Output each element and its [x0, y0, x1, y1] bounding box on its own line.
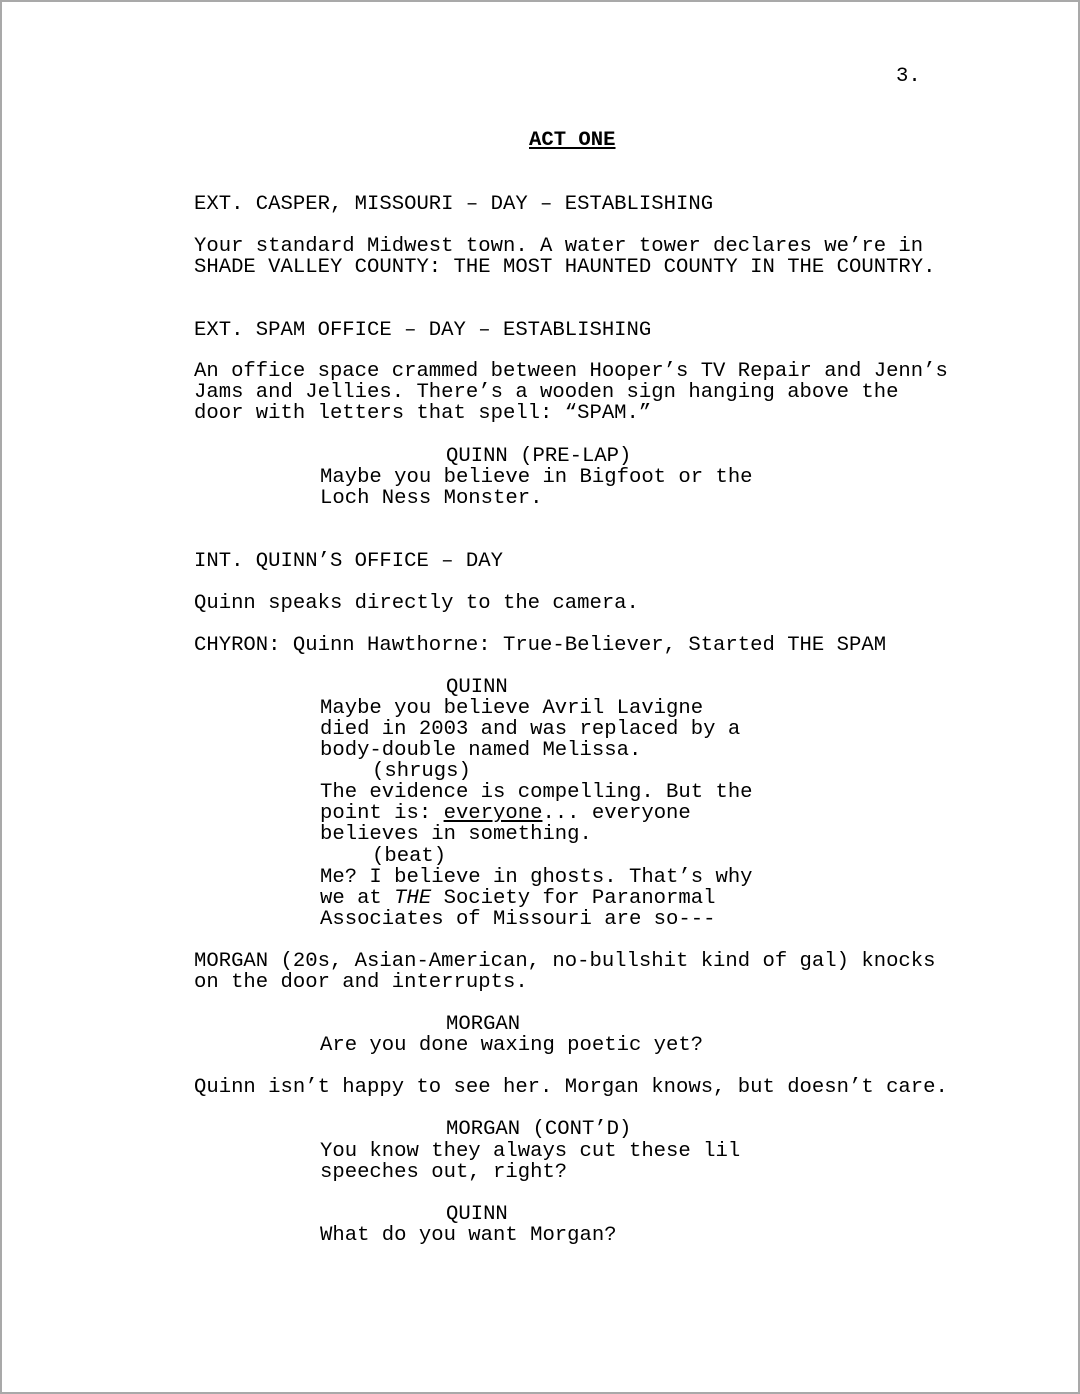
action-line: Jams and Jellies. There’s a wooden sign hanging above the [194, 381, 899, 404]
action-line: door with letters that spell: “SPAM.” [194, 402, 652, 425]
character-cue: QUINN (PRE-LAP) [446, 445, 632, 468]
action-line: on the door and interrupts. [194, 971, 528, 994]
action-line: SHADE VALLEY COUNTY: THE MOST HAUNTED COUNTY IN THE COUNTRY. [194, 256, 936, 279]
chyron-line: CHYRON: Quinn Hawthorne: True-Believer, Started THE SPAM [194, 634, 887, 657]
dialogue-text: we at [320, 887, 395, 910]
dialogue-line: Me? I believe in ghosts. That’s why [320, 866, 753, 889]
dialogue-line: The evidence is compelling. But the [320, 781, 753, 804]
dialogue-text: point is: [320, 802, 444, 825]
act-title: ACT ONE [529, 129, 616, 152]
action-line: Your standard Midwest town. A water tower declares we’re in [194, 235, 924, 258]
action-line: MORGAN (20s, Asian-American, no-bullshit kind of gal) knocks [194, 950, 936, 973]
character-cue: QUINN [446, 1203, 508, 1226]
action-line: An office space crammed between Hooper’s TV Repair and Jenn’s [194, 360, 948, 383]
parenthetical: (shrugs) [372, 760, 471, 783]
dialogue-line: believes in something. [320, 823, 592, 846]
dialogue-line: died in 2003 and was replaced by a [320, 718, 741, 741]
dialogue-line: What do you want Morgan? [320, 1224, 617, 1247]
scene-heading: EXT. CASPER, MISSOURI – DAY – ESTABLISHING [194, 193, 714, 216]
emphasized-word: THE [394, 887, 432, 910]
dialogue-line: Loch Ness Monster. [320, 487, 543, 510]
dialogue-line [320, 888, 715, 909]
dialogue-text: Society for Paranormal [431, 887, 716, 910]
dialogue-line: Maybe you believe in Bigfoot or the [320, 466, 753, 489]
emphasized-word: everyone [443, 802, 543, 825]
dialogue-text: ... everyone [542, 802, 691, 825]
scene-heading: EXT. SPAM OFFICE – DAY – ESTABLISHING [194, 319, 652, 342]
scene-heading: INT. QUINN’S OFFICE – DAY [194, 550, 503, 573]
character-cue: MORGAN (CONT’D) [446, 1118, 632, 1141]
dialogue-line: speeches out, right? [320, 1161, 568, 1184]
dialogue-line: body-double named Melissa. [320, 739, 642, 762]
parenthetical: (beat) [372, 845, 447, 868]
action-line: Quinn speaks directly to the camera. [194, 592, 639, 615]
dialogue-line: You know they always cut these lil [320, 1140, 741, 1163]
dialogue-line: Associates of Missouri are so--- [320, 908, 716, 931]
action-line: Quinn isn’t happy to see her. Morgan knows, but doesn’t care. [194, 1076, 948, 1099]
dialogue-line: Maybe you believe Avril Lavigne [320, 697, 704, 720]
dialogue-line: Are you done waxing poetic yet? [320, 1034, 704, 1057]
page-number: 3. [896, 65, 921, 88]
character-cue: QUINN [446, 676, 508, 699]
character-cue: MORGAN [446, 1013, 521, 1036]
dialogue-line [320, 803, 691, 824]
